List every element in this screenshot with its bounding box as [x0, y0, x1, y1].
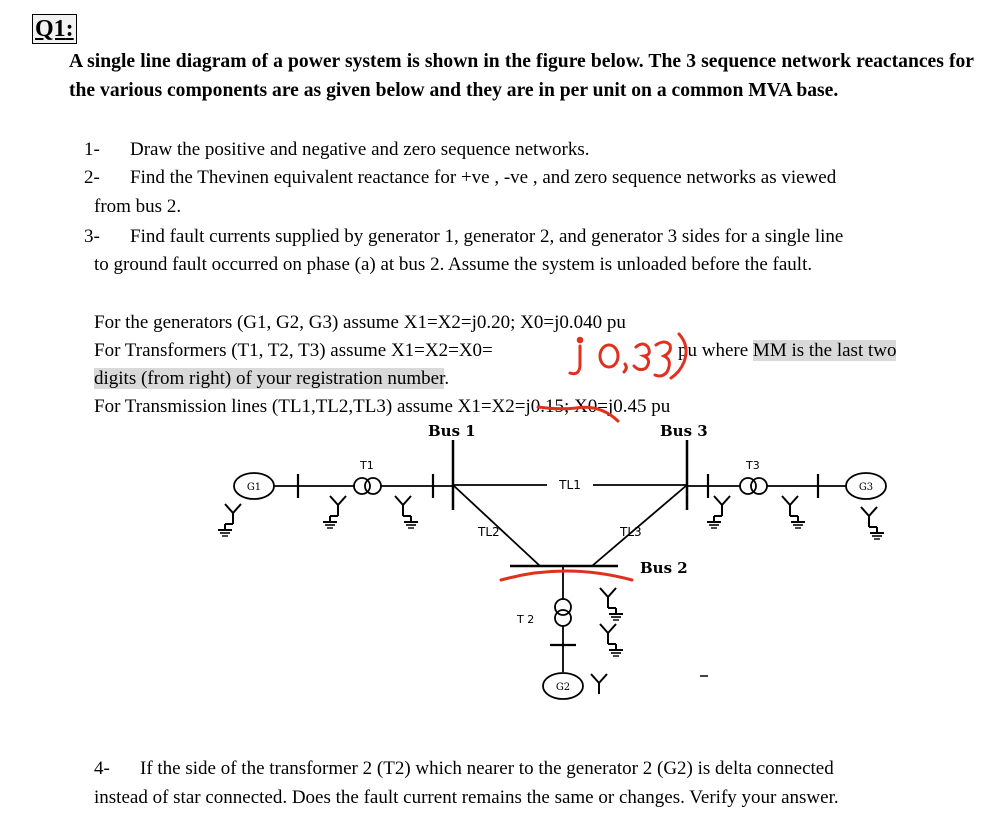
g3-label: G3 [858, 482, 874, 493]
question-number: Q1 [35, 16, 66, 42]
handwritten-j-dot [578, 338, 582, 342]
question-label-colon: : [65, 16, 74, 42]
item-3-number: 3- [84, 226, 100, 247]
highlight-registration: digits (from right) of your registration number [94, 368, 445, 389]
item-4-continued: instead of star connected. Does the fault current remains the same or changes. Verify your answer. [94, 787, 839, 808]
bus2-label: Bus 2 [640, 559, 688, 577]
t2-wye-ground-top [600, 588, 623, 620]
t1-coil-b [365, 478, 381, 494]
g1-wye-ground [218, 504, 241, 536]
handwritten-j [570, 346, 580, 374]
t2-wye-ground-bottom [600, 624, 623, 656]
t3-wye-ground-right [782, 496, 805, 528]
spec-transformers-suffix-text: pu where [678, 340, 753, 361]
g2-label: G2 [555, 682, 571, 693]
handwritten-comma [624, 364, 626, 372]
tl2-label: TL2 [478, 525, 500, 539]
item-3-continued: to ground fault occurred on phase (a) at bus 2. Assume the system is unloaded before the fault. [94, 254, 813, 275]
handwritten-bus2-mark [501, 571, 632, 580]
spec-generators: For the generators (G1, G2, G3) assume X1=X2=j0.20; X0=j0.040 pu [94, 312, 626, 333]
handwritten-digit [655, 342, 670, 376]
item-3-text-line1: Find fault currents supplied by generator 1, generator 2, and generator 3 sides for a single line [130, 226, 844, 247]
t3-wye-ground-left [707, 496, 730, 528]
item-4-number: 4- [94, 758, 110, 779]
handwritten-annotation [501, 334, 686, 580]
handwritten-strike [538, 407, 618, 421]
spec-transformers-line2-end: . [444, 368, 450, 389]
highlight-mm: MM is the last two [752, 340, 897, 361]
t1-wye-ground-right [395, 496, 418, 528]
item-2-continued: from bus 2. [94, 196, 182, 217]
handwritten-bracket [671, 334, 686, 378]
item-4-text-line1: If the side of the transformer 2 (T2) which nearer to the generator 2 (G2) is delta connected [140, 758, 834, 779]
g3-wye-ground [861, 507, 884, 539]
question-intro: A single line diagram of a power system is shown in the figure below. The 3 sequence network reactances for the various components are as given below and they are in per unit on a common MVA base. [69, 51, 974, 101]
t2-coil-b [555, 610, 571, 626]
g2-wye [591, 674, 607, 694]
bus3-label: Bus 3 [660, 422, 708, 440]
spec-transformers-prefix: For Transformers (T1, T2, T3) assume X1=X2=X0= [94, 340, 493, 361]
tl3-label: TL3 [620, 525, 642, 539]
g1-label: G1 [246, 482, 262, 493]
t3-coil-b [751, 478, 767, 494]
spec-lines: For Transmission lines (TL1,TL2,TL3) assume X1=X2=j0.15; X0=j0.45 pu [94, 396, 671, 417]
item-2-number: 2- [84, 167, 100, 188]
item-1-number: 1- [84, 139, 100, 160]
t2-label: T 2 [517, 613, 535, 626]
t3-label: T3 [746, 459, 760, 472]
tl1-label: TL1 [559, 478, 581, 492]
t1-label: T1 [360, 459, 374, 472]
t1-wye-ground-left [323, 496, 346, 528]
item-1-text: Draw the positive and negative and zero sequence networks. [130, 139, 590, 160]
bus1-label: Bus 1 [428, 422, 476, 440]
item-2-text-line1: Find the Thevinen equivalent reactance for +ve , -ve , and zero sequence networks as viewed [130, 167, 837, 188]
